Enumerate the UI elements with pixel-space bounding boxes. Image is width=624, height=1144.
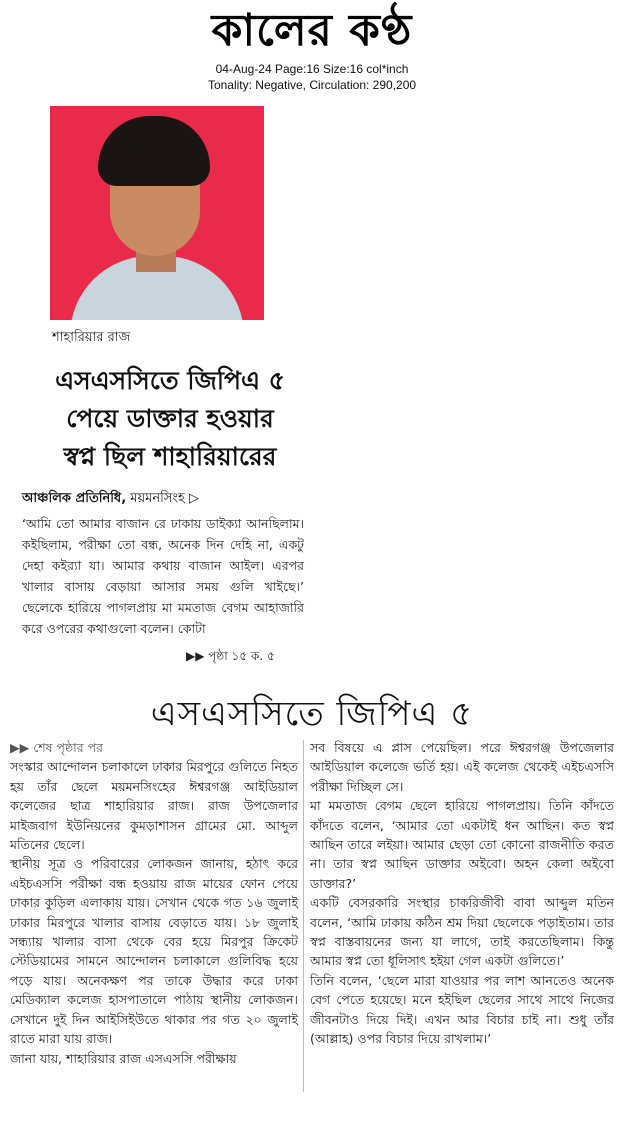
continued-from-marker: ▶▶ শেষ পৃষ্ঠার পর	[10, 740, 103, 755]
continued-marker: ▶▶ পৃষ্ঠা ১৫ ক. ৫	[186, 649, 275, 663]
byline-author: আঞ্চলিক প্রতিনিধি,	[22, 491, 127, 506]
clipping-meta-tonality: Tonality: Negative, Circulation: 290,200	[207, 78, 417, 92]
masthead-logo: কালের কণ্ঠ	[211, 5, 413, 56]
continuation-headline: এসএসসিতে জিপিএ ৫	[150, 694, 474, 734]
headline-line: পেয়ে ডাক্তার হওয়ার	[66, 404, 274, 433]
paragraph: সংস্কার আন্দোলন চলাকালে ঢাকার মিরপুরে গুলিতে নিহত হয় তাঁর ছেলে ময়মনসিংহের ঈশ্বরগঞ্জ আইডিয়াল কলেজের ছাত্র শাহারিয়ার রাজ। রাজ উপজেলার মাইজবাগ ইউনিয়নের কুমড়াশাসন গ্রামের মো. আব্দুল মতিনের ছেলে।	[10, 759, 298, 853]
photo-caption: শাহারিয়ার রাজ	[52, 330, 131, 345]
portrait-photo	[50, 106, 264, 320]
paragraph: তিনি বলেন, ‘ছেলে মারা যাওয়ার পর লাশ আনতেও অনেক বেগ পেতে হয়েছে। মনে হইছিল ছেলের সাথে সাথে নিজের জীবনটাও দিয়ে দিই। এখন আর বিচার চাই না। শুধু তাঁর (আল্লাহ) ওপর বিচার দিয়ে রাখলাম।’	[310, 972, 614, 1047]
paragraph: মা মমতাজ বেগম ছেলে হারিয়ে পাগলপ্রায়। তিনি কাঁদতে কাঁদতে বলেন, ‘আমার তো একটাই ধন আছিন। কত স্বপ্ন আছিন তারে লইয়া। আমার ছেড়া তো কোনো রাজনীতি করত না। তার স্বপ্ন আছিন ডাক্তার অইবো। অহন কেলা অইবো ডাক্তার?’	[310, 798, 614, 891]
paragraph: সব বিষয়ে এ প্লাস পেয়েছিল। পরে ঈশ্বরগঞ্জ উপজেলার আইডিয়াল কলেজে ভর্তি হয়। এই কলেজ থেকেই এইচএসসি পরীক্ষা দিচ্ছিল সে।	[310, 740, 614, 794]
column-left	[10, 738, 298, 1068]
byline-place: ময়মনসিংহ ▷	[130, 491, 200, 506]
paragraph: জানা যায়, শাহারিয়ার রাজ এসএসসি পরীক্ষায়	[10, 1050, 237, 1066]
paragraph: একটি বেসরকারি সংস্থার চাকরিজীবী বাবা আব্দুল মতিন বলেন, ‘আমি ঢাকায় কঠিন শ্রম দিয়া ছেলেকে পড়াইতাম। তার স্বপ্ন বাস্তবায়নের জন্য যা লাগে, তাই করতেছিলাম। কিন্তু আমার স্বপ্ন তো ধূলিসাৎ হইয়া গেল একটা গুলিতে।’	[310, 895, 614, 969]
article-headline	[20, 362, 320, 476]
headline-line: এসএসসিতে জিপিএ ৫	[55, 366, 285, 395]
lead-paragraph: ‘আমি তো আমার বাজান রে ঢাকায় ডাইক্যা আনছিলাম। কইছিলাম, পরীক্ষা তো বন্ধ, অনেক দিন দেহি না, একটু দেহা কইর‍্যা যা। আমার কথায় বাজান আইল। এরপর খালার বাসায় বেড়ায়া আসার সময় গুলি খাইছে।’ ছেলেকে হারিয়ে পাগলপ্রায় মা মমতাজ বেগম আহাজারি করে ওপরের কথাগুলো বলেন। কোটা	[22, 516, 304, 636]
paragraph: স্থানীয় সূত্র ও পরিবারের লোকজন জানায়, হঠাৎ করে এইচএসসি পরীক্ষা বন্ধ হওয়ায় রাজ মায়ের ফোন পেয়ে ঢাকার কুড়িল এলাকায় যায়। সেখান থেকে গত ১৬ জুলাই ঢাকার মিরপুরে খালার বাসায় বেড়াতে যায়। ১৮ জুলাই সন্ধ্যায় খালার বাসা থেকে বের হয়ে মিরপুর ক্রিকেট স্টেডিয়ামের সামনে আন্দোলন চলাকালে গুলিবিদ্ধ হয়ে পড়ে যায়। অনেকক্ষণ পর তাকে উদ্ধার করে ঢাকা মেডিক্যাল কলেজ হাসপাতালে পাঠায় স্থানীয় লোকজন। সেখানে দুই দিন আইসিইউতে থাকার পর গত ২০ জুলাই রাতে মারা যায় রাজ।	[10, 856, 298, 1047]
column-divider	[303, 740, 304, 1092]
byline	[22, 489, 199, 510]
column-right	[310, 738, 614, 1049]
clipping-meta-date: 04-Aug-24 Page:16 Size:16 col*inch	[215, 62, 409, 76]
headline-line: স্বপ্ন ছিল শাহারিয়ারের	[63, 442, 277, 471]
